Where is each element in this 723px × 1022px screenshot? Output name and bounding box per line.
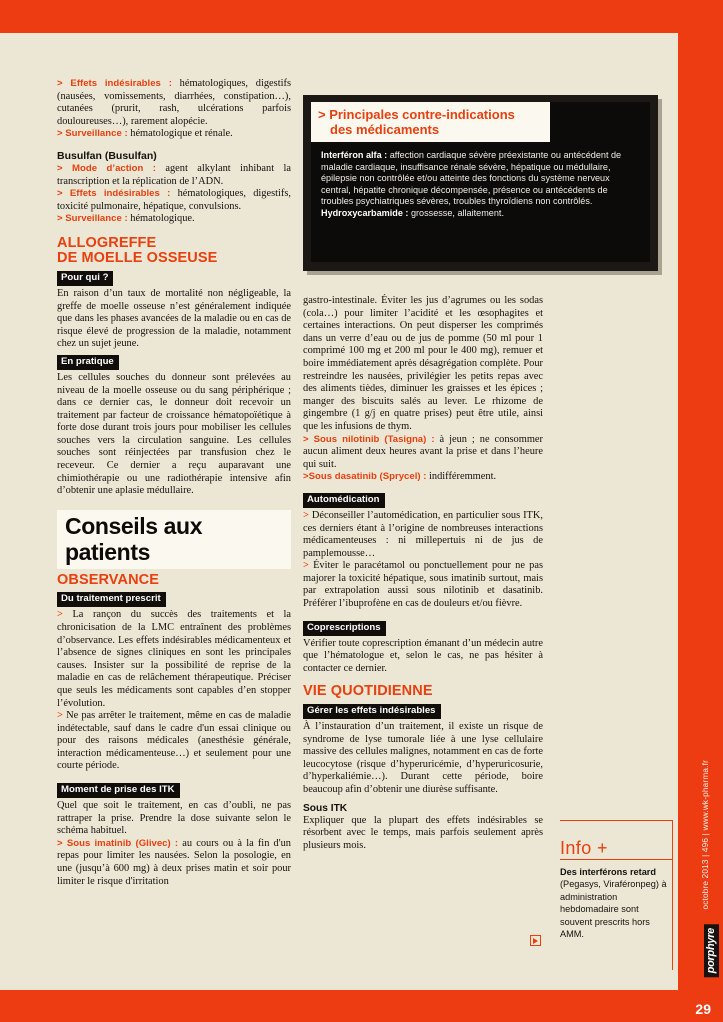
busulfan-surveillance-paragraph [57, 213, 291, 226]
imatinib-text: au cours ou à la fin d'un repas pour limiter les nausées. Selon la posologie, en une (jusqu’à 600 mg) à deux prises matin et soir pour limiter le risque d'irritation [57, 837, 291, 887]
pour-qui-text: En raison d’un taux de mortalité non négligeable, la greffe de moelle osseuse n’est généralement indiquée que dans les phases avancées de la maladie ou en cas de risque élevé de progression de la maladie, notamment chez un sujet jeune. [57, 287, 291, 350]
mode-action-label: > Mode d’action : [57, 162, 156, 174]
mode-action-paragraph [57, 163, 291, 188]
automedication-p1-text: Déconseiller l’automédication, en particulier sous ITK, ces derniers étant à l’origine de nombreuses interactions médicamenteuses : ni millepertuis ni de jus de pamplemousse… [303, 509, 543, 559]
effets-indesirables-label: > Effets indésirables : [57, 78, 172, 89]
en-pratique-text: Les cellules souches du donneur sont prélevées au niveau de la moelle osseuse ou du sang périphérique ; dans ce dernier cas, le donneur doit recevoir un traitement par facteur de croissance hématopoïétique à forte dose durant trois jours pour mobiliser les cellules souches vers la circulation sanguine. Les cellules souches sont réinjectées par transfusion chez le receveur. Ce dernier a reçu auparavant une chimiothérapie ou une radiothérapie intensive afin d’obtenir une aplasie médullaire. [57, 371, 291, 497]
allogreffe-title-line2: DE MOELLE OSSEUSE [57, 250, 218, 267]
observance-section-title: OBSERVANCE [57, 571, 159, 588]
tag-pour-qui: Pour qui ? [57, 271, 113, 286]
hydroxycarbamide-text: grossesse, allaitement. [408, 207, 504, 218]
busulfan-effets-text: hématologiques, digestifs, toxicité pulmonaire, hépatique, convulsions. [57, 188, 292, 212]
right-column [303, 295, 543, 852]
allogreffe-section-title [57, 236, 291, 267]
allogreffe-title-line1: ALLOGREFFE [57, 234, 157, 251]
end-of-article-icon [530, 935, 541, 946]
effets-indesirables-paragraph [57, 78, 291, 128]
dasatinib-label: >Sous dasatinib (Sprycel) : [303, 471, 427, 483]
dasatinib-text: indifféremment. [426, 471, 497, 483]
vie-quotidienne-section-title: VIE QUOTIDIENNE [303, 683, 433, 700]
page-number: 29 [695, 1001, 711, 1017]
info-box-top-rule [560, 820, 673, 821]
mode-action-text: agent alkylant inhibant la transcription et la réplication de l’ADN. [57, 162, 291, 187]
bullet-arrow-icon: > [303, 560, 309, 572]
observance-p1-text: La rançon du succès des traitements et la chronicisation de la LMC entraînent des problèmes d’observance. Les effets indésirables médicamenteux et l’absence de signes cliniques en sont les principales causes. Insister sur la possibilité de reprise de la maladie en cas de relâchement thérapeutique. Préciser que seuls les médicaments sont capables d’en stopper l’évolution. [57, 609, 291, 709]
dasatinib-paragraph [303, 471, 543, 484]
automedication-paragraph-2 [303, 560, 543, 610]
gerer-effets-text: À l’instauration d’un traitement, il existe un risque de syndrome de lyse tumorale liée à une lyse cellulaire massive des cellules malignes, notamment en cas de forte leucocytose (risque d’hyperuricémie, d’hyperuricosurie, d’hyperkaliémie…). Durant cette période, boire beaucoup afin d’obtenir une diurèse suffisante. [303, 720, 543, 795]
busulfan-surveillance-label: > Surveillance : [57, 213, 128, 225]
porphyre-logo: porphyre [704, 924, 719, 977]
coprescriptions-text: Vérifier toute coprescription émanant d’un médecin autre que l’hématologue et, selon le cas, ne pas hésiter à contacter ce dernier. [303, 637, 543, 674]
bullet-arrow-icon: > [57, 710, 63, 722]
surveillance-text: hématologique et rénale. [127, 128, 233, 140]
busulfan-surveillance-text: hématologique. [127, 213, 195, 225]
tag-en-pratique: En pratique [57, 355, 119, 370]
contraindications-heading-line2: des médicaments [330, 122, 440, 137]
interferon-text: affection cardiaque sévère préexistante ou antécédent de maladie cardiaque, insuffisance rénale sévère, hépatique ou médullaire, épilepsie non contrôlée et/ou atteinte des fonctions du système nerveux central, hépatite chronique décompensée, présence ou antécédents de troubles psychiatriques sévères, troubles thyroïdiens non contrôlés. [321, 150, 622, 207]
tag-du-traitement-prescrit: Du traitement prescrit [57, 592, 166, 607]
nilotinib-paragraph [303, 434, 543, 472]
observance-paragraph-2 [57, 710, 291, 773]
surveillance-paragraph [57, 128, 291, 141]
contraindications-body [321, 150, 641, 220]
info-plus-title: Info + [560, 838, 608, 858]
contraindications-heading-line1: > Principales contre-indications [318, 107, 515, 122]
hydroxycarbamide-name: Hydroxycarbamide : [321, 207, 409, 218]
busulfan-heading: Busulfan (Busulfan) [57, 149, 157, 162]
tag-coprescriptions: Coprescriptions [303, 621, 386, 636]
page-title: Conseils aux patients [65, 512, 203, 565]
imatinib-paragraph [57, 838, 291, 888]
info-plus-box [560, 838, 672, 940]
sous-itk-text: Expliquer que la plupart des effets indésirables se résorbent avec le temps, mais parfois seulement après plusieurs mois. [303, 814, 543, 851]
nilotinib-label: > Sous nilotinib (Tasigna) : [303, 433, 435, 445]
imatinib-label: > Sous imatinib (Glivec) : [57, 837, 179, 849]
issue-credit-text: octobre 2013 | 496 | www.wk-pharma.fr [701, 760, 710, 910]
busulfan-effets-paragraph [57, 188, 291, 213]
automedication-paragraph-1 [303, 510, 543, 560]
info-plus-text [560, 866, 672, 940]
nilotinib-text: à jeun ; ne consommer aucun aliment deux heures avant la prise et dans l’heure qui suit. [303, 433, 543, 470]
moment-de-prise-text: Quel que soit le traitement, en cas d’oubli, ne pas rattraper la prise. Prendre la dose suivante selon le schéma habituel. [57, 800, 291, 837]
bottom-red-band [0, 990, 723, 1022]
automedication-p2-text: Éviter le paracétamol ou ponctuellement pour ne pas majorer la toxicité hépatique, sous imatinib surtout, mais par extrapolation aussi sous nilotinib et dasatinib. Préférer l’ibuprofène en cas de douleurs et/ou fièvre. [303, 560, 543, 610]
interferon-name: Interféron alfa : [321, 150, 388, 160]
tag-automedication: Automédication [303, 493, 385, 508]
tag-gerer-effets-indesirables: Gérer les effets indésirables [303, 704, 441, 719]
observance-paragraph-1 [57, 609, 291, 710]
hydroxycarbamide-entry [321, 208, 641, 220]
info-title-underline [560, 859, 672, 860]
effets-indesirables-text: hématologiques, digestifs (nausées, vomissements, diarrhées, constipation…), cutanées (prurit, rash, ulcérations parfois douloureuses…), rarement alopécie. [57, 78, 291, 127]
surveillance-label: > Surveillance : [57, 128, 128, 140]
bullet-arrow-icon: > [57, 609, 63, 621]
left-column [57, 78, 291, 888]
main-title-box [57, 510, 291, 569]
top-red-band [0, 0, 723, 33]
info-plus-lead: Des interférons retard [560, 867, 656, 877]
tag-moment-de-prise: Moment de prise des ITK [57, 783, 180, 798]
contraindications-box-inner [311, 102, 650, 262]
observance-p2-text: Ne pas arrêter le traitement, même en cas de maladie indétectable, sauf dans le cadre d'un essai clinique ou pour des raisons médicales (anesthésie générale, interaction médicamenteuse…) et seulement pour une courte période. [57, 710, 291, 772]
info-box-side-rule [672, 820, 673, 970]
contraindications-heading [311, 102, 550, 142]
contraindications-box [303, 95, 658, 271]
bullet-arrow-icon: > [303, 509, 309, 521]
continuation-text: gastro-intestinale. Éviter les jus d’agrumes ou les sodas (cola…) pour limiter l’acidité et les œsophagites et certaines interactions. On peut disperser les comprimés dans un verre d’eau ou de jus de pomme (50 ml pour 1 comprimé 100 mg et 200 ml pour le 400 mg), remuer et boire immédiatement après désagrégation complète. Pour restreindre les nausées, privilégier les petits repas avec des aliments tièdes, diminuer les graisses et les épices ; manger des biscuits salés au lever. Le rhizome de gingembre (1 g/j en quatre prises) peut être utile, ainsi que les infusions de thym. [303, 295, 543, 432]
info-plus-body: (Pegasys, Viraféronpeg) à administration hebdomadaire sont souvent prescrits hors AMM. [560, 879, 667, 940]
busulfan-effets-label: > Effets indésirables : [57, 188, 171, 200]
interferon-entry [321, 150, 641, 208]
sous-itk-subheading: Sous ITK [303, 802, 348, 814]
